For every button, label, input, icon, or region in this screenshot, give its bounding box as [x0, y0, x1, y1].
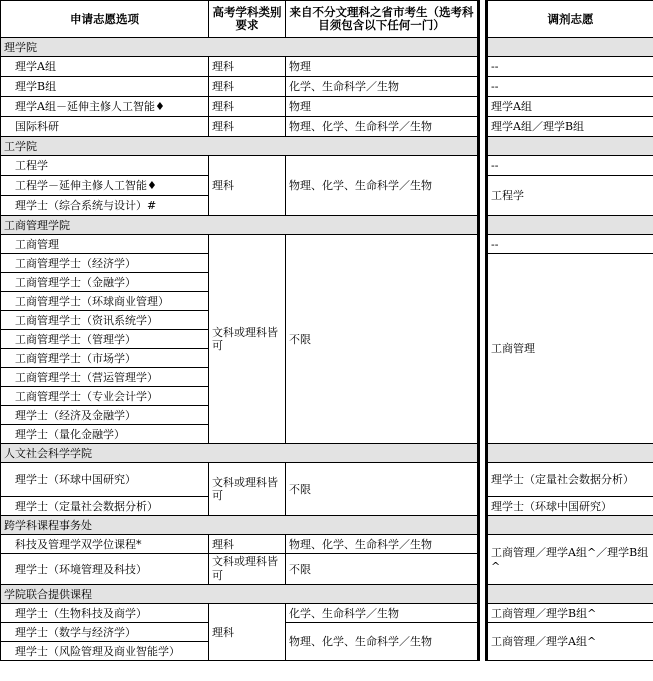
transfer-cell: 理学士（定量社会数据分析）: [487, 463, 653, 497]
subjects-cell: 物理、化学、生命科学／生物: [286, 535, 479, 554]
transfer-cell: 工商管理／理学B组^: [487, 604, 653, 623]
section-title: 工商管理学院: [1, 216, 479, 235]
table-row: [1, 604, 653, 623]
option-cell: 工商管理: [1, 235, 209, 254]
subjects-cell: 物理、化学、生命科学／生物: [286, 623, 479, 661]
category-cell: 文科或理科皆可: [209, 463, 286, 516]
option-cell: 理学B组: [1, 77, 209, 97]
subjects-cell: 不限: [286, 235, 479, 444]
subjects-cell: 物理、化学、生命科学／生物: [286, 117, 479, 137]
transfer-cell: 理学A组／理学B组: [487, 117, 653, 137]
subjects-cell: 化学、生命科学／生物: [286, 604, 479, 623]
table-row: [1, 623, 653, 642]
option-cell: 工商管理学士（管理学）: [1, 330, 209, 349]
category-cell: 理科: [209, 604, 286, 661]
section-title: 工学院: [1, 137, 479, 156]
option-cell: 理学士（数学与经济学）: [1, 623, 209, 642]
header-subjects: 来自不分文理科之省市考生（选考科目须包含以下任何一门）: [286, 1, 479, 38]
section-header: [1, 137, 653, 156]
option-cell: 工程学: [1, 156, 209, 176]
transfer-cell: --: [487, 57, 653, 77]
section-header: [1, 516, 653, 535]
category-cell: 文科或理科皆可: [209, 235, 286, 444]
option-cell: 理学士（定量社会数据分析）: [1, 497, 209, 516]
category-cell: 理科: [209, 77, 286, 97]
option-cell: 工商管理学士（市场学）: [1, 349, 209, 368]
header-option: 申请志愿选项: [1, 1, 209, 38]
subjects-cell: 物理: [286, 57, 479, 77]
table-row: [1, 235, 653, 254]
option-cell: 理学士（环境管理及科技）: [1, 554, 209, 585]
table-row: [1, 117, 653, 137]
option-cell: 工商管理学士（环球商业管理）: [1, 292, 209, 311]
section-title: 人文社会科学学院: [1, 444, 479, 463]
transfer-cell: 理学士（环球中国研究）: [487, 497, 653, 516]
section-header: [1, 216, 653, 235]
option-cell: 工商管理学士（资讯系统学）: [1, 311, 209, 330]
table-row: [1, 535, 653, 554]
option-cell: 理学A组: [1, 57, 209, 77]
subjects-cell: 物理、化学、生命科学／生物: [286, 156, 479, 216]
option-cell: 理学士（风险管理及商业智能学）: [1, 642, 209, 661]
subjects-cell: 不限: [286, 554, 479, 585]
option-cell: 工商管理学士（专业会计学）: [1, 387, 209, 406]
subjects-cell: 物理: [286, 97, 479, 117]
table-row: [1, 77, 653, 97]
transfer-cell: --: [487, 77, 653, 97]
section-header: [1, 38, 653, 57]
table-row: [1, 156, 653, 176]
category-cell: 理科: [209, 535, 286, 554]
option-cell: 工商管理学士（经济学）: [1, 254, 209, 273]
category-cell: 理科: [209, 156, 286, 216]
table-row: [1, 57, 653, 77]
option-cell: 国际科研: [1, 117, 209, 137]
transfer-cell: 工商管理／理学A组^: [487, 623, 653, 661]
section-title: 跨学科课程事务处: [1, 516, 479, 535]
transfer-cell: 工商管理: [487, 254, 653, 444]
option-cell: 理学A组－延伸主修人工智能♦: [1, 97, 209, 117]
option-cell: 理学士（量化金融学）: [1, 425, 209, 444]
category-cell: 理科: [209, 97, 286, 117]
transfer-cell: 工商管理／理学A组^／理学B组^: [487, 535, 653, 585]
option-cell: 工商管理学士（营运管理学）: [1, 368, 209, 387]
section-header: [1, 585, 653, 604]
option-cell: 科技及管理学双学位课程*: [1, 535, 209, 554]
section-title: 理学院: [1, 38, 479, 57]
transfer-cell: 工程学: [487, 176, 653, 216]
section-title: 学院联合提供课程: [1, 585, 479, 604]
subjects-cell: 不限: [286, 463, 479, 516]
option-cell: 工商管理学士（金融学）: [1, 273, 209, 292]
header-row: [1, 1, 653, 38]
header-transfer: 调剂志愿: [487, 1, 653, 38]
subjects-cell: 化学、生命科学／生物: [286, 77, 479, 97]
option-cell: 理学士（环球中国研究）: [1, 463, 209, 497]
category-cell: 理科: [209, 57, 286, 77]
table-row: [1, 463, 653, 497]
column-gap: [479, 1, 487, 38]
transfer-cell: --: [487, 156, 653, 176]
option-cell: 工程学－延伸主修人工智能♦: [1, 176, 209, 196]
option-cell: 理学士（综合系统与设计）#: [1, 196, 209, 216]
option-cell: 理学士（生物科技及商学）: [1, 604, 209, 623]
transfer-cell: --: [487, 235, 653, 254]
section-header: [1, 444, 653, 463]
option-cell: 理学士（经济及金融学）: [1, 406, 209, 425]
table-row: [1, 97, 653, 117]
category-cell: 理科: [209, 117, 286, 137]
header-category: 高考学科类别要求: [209, 1, 286, 38]
category-cell: 文科或理科皆可: [209, 554, 286, 585]
transfer-cell: 理学A组: [487, 97, 653, 117]
